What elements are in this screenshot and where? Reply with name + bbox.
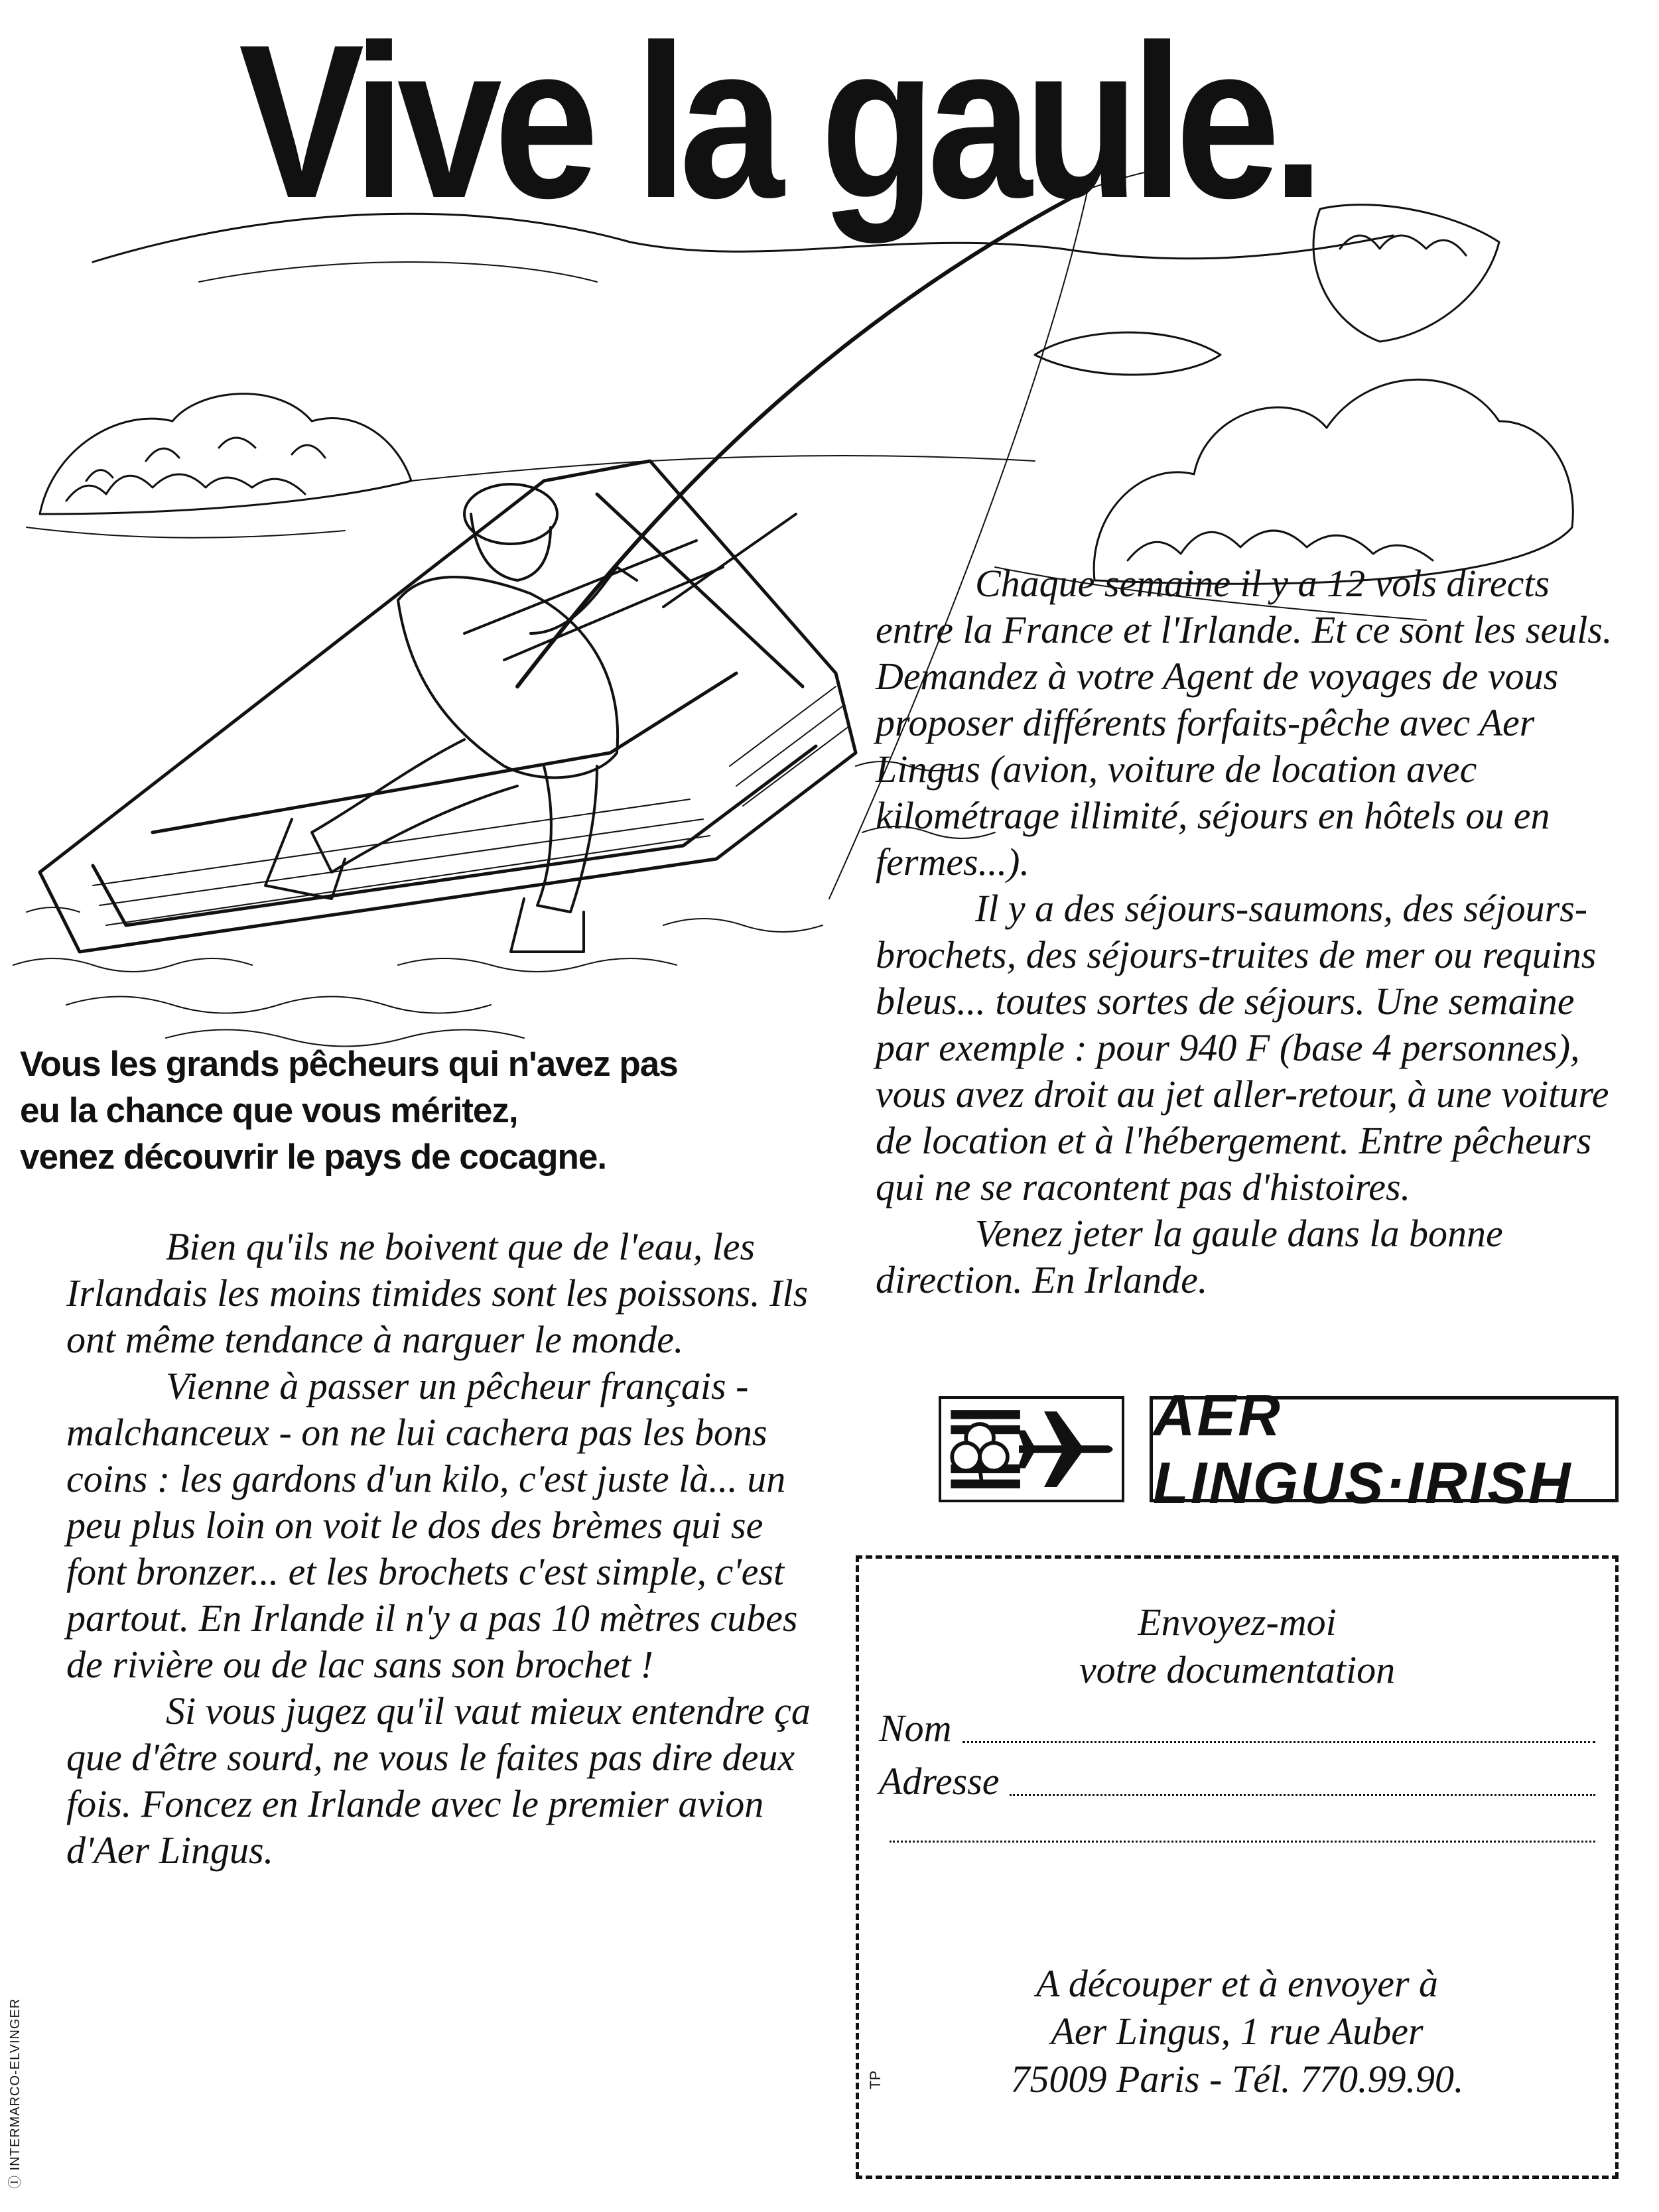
coupon-code: TP xyxy=(867,2070,884,2089)
address-field[interactable] xyxy=(879,1758,1595,1805)
request-coupon xyxy=(856,1555,1619,2179)
mailing-address-line: Aer Lingus, 1 rue Auber xyxy=(1051,2010,1424,2053)
body-paragraph: Chaque semaine il y a 12 vols directs entre la France et l'Irlande. Et ce sont les seuls. Demandez à votre Agent de voyages de vous proposer différents forfaits-pêche avec Aer Lingus (avion, voiture de location avec kilométrage illimité, séjours en hôtels ou en fermes...). xyxy=(876,562,1613,883)
name-field-line[interactable] xyxy=(962,1741,1595,1743)
mailing-address xyxy=(859,1960,1615,2103)
subhead-line: venez découvrir le pays de cocagne. xyxy=(20,1138,607,1177)
body-paragraph: Si vous jugez qu'il vaut mieux entendre ça que d'être sourd, ne vous le faites pas dire deux fois. Foncez en Irlande avec le premier avion d'Aer Lingus. xyxy=(66,1689,811,1872)
subhead-line: Vous les grands pêcheurs qui n'avez pas xyxy=(20,1045,678,1084)
coupon-title-line: Envoyez-moi xyxy=(1138,1600,1337,1644)
mailing-address-line: 75009 Paris - Tél. 770.99.90. xyxy=(1010,2057,1464,2101)
body-paragraph: Il y a des séjours-saumons, des séjours-brochets, des séjours-truites de mer ou requins bleus... toutes sortes de séjours. Une semaine par exemple : pour 940 F (base 4 personnes), vous avez droit au jet aller-retour, à une voiture de location et à l'hébergement. Entre pêcheurs qui ne se racontent pas d'histoires. xyxy=(876,887,1609,1208)
body-paragraph: Vienne à passer un pêcheur français - malchanceux - on ne lui cachera pas les bons coins : les gardons d'un kilo, c'est juste là... un peu plus loin on voit le dos des brèmes qui se font bronzer... et les brochets c'est simple, c'est partout. En Irlande il n'y a pas 10 mètres cubes de rivière ou de lac sans son brochet ! xyxy=(66,1364,798,1686)
agency-credit: Ⓘ INTERMARCO-ELVINGER xyxy=(8,1998,23,2189)
address-field-line[interactable] xyxy=(1010,1794,1595,1796)
subhead xyxy=(20,1041,842,1181)
headline: Vive la gaule. xyxy=(239,0,1317,243)
name-field-label: Nom xyxy=(879,1707,952,1750)
aer-lingus-logo xyxy=(939,1382,1619,1516)
address-field-second-line[interactable] xyxy=(879,1804,1595,1852)
mailing-address-line: A découper et à envoyer à xyxy=(1035,1962,1439,2005)
shamrock-plane-icon xyxy=(939,1396,1124,1502)
name-field[interactable] xyxy=(879,1705,1595,1752)
body-paragraph: Venez jeter la gaule dans la bonne direction. En Irlande. xyxy=(876,1212,1503,1301)
aer-lingus-wordmark: AER LINGUS·IRISH xyxy=(1150,1396,1619,1502)
left-body-column xyxy=(66,1224,829,1874)
subhead-line: eu la chance que vous méritez, xyxy=(20,1091,518,1130)
address-field-label: Adresse xyxy=(879,1760,1000,1803)
address-field-line[interactable] xyxy=(890,1841,1595,1843)
right-body-column xyxy=(876,560,1619,1303)
body-paragraph: Bien qu'ils ne boivent que de l'eau, les Irlandais les moins timides sont les poissons. Ils ont même tendance à narguer le monde. xyxy=(66,1225,809,1361)
coupon-title-line: votre documentation xyxy=(1079,1648,1396,1691)
coupon-title xyxy=(859,1598,1615,1694)
